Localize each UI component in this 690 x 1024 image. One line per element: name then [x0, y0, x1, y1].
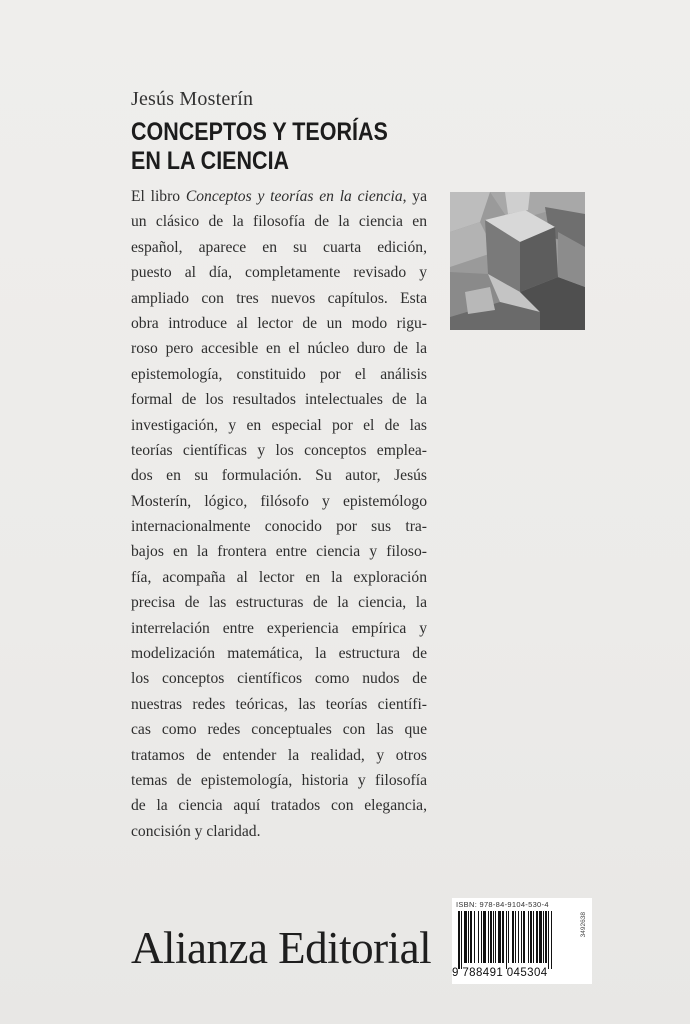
synopsis-line: los conceptos científicos como nudos de: [131, 670, 427, 688]
abstract-blocks-image: [450, 192, 585, 330]
synopsis-text: [131, 184, 427, 844]
barcode-bar: [498, 911, 501, 963]
synopsis-line: dos en su formulación. Su autor, Jesús: [131, 467, 427, 485]
barcode-bar: [518, 911, 519, 963]
barcode-bar: [543, 911, 544, 963]
synopsis-line: tratamos de entender la realidad, y otros: [131, 746, 427, 764]
barcode-bar: [481, 911, 482, 963]
synopsis-line: internacionalmente conocido por sus tra-: [131, 518, 427, 536]
barcode-image: [452, 911, 580, 969]
barcode-bar: [515, 911, 516, 963]
synopsis-line: teorías científicas y los conceptos emplea-: [131, 441, 427, 459]
barcode-bar: [458, 911, 460, 969]
synopsis-line: Mosterín, lógico, filósofo y epistemólogo: [131, 492, 427, 510]
synopsis-line-text: , ya: [402, 188, 428, 205]
barcode-bar: [508, 911, 509, 963]
synopsis-line: roso pero accesible en el núcleo duro de la: [131, 340, 427, 358]
barcode-bar: [488, 911, 489, 963]
synopsis-line: ampliado con tres nuevos capítulos. Esta: [131, 289, 427, 307]
synopsis-line: fía, acompaña al lector en la exploración: [131, 568, 427, 586]
synopsis-line: puesto al día, completamente revisado y: [131, 264, 427, 282]
barcode-bar: [470, 911, 472, 963]
synopsis-line: bajos en la frontera entre ciencia y filoso-: [131, 543, 427, 561]
title-line-2: EN LA CIENCIA: [131, 147, 290, 175]
barcode-bar: [530, 911, 532, 963]
title-line-1: CONCEPTOS Y TEORÍAS: [131, 118, 388, 146]
barcode-bar: [512, 911, 514, 963]
barcode-bar: [502, 911, 504, 963]
synopsis-line: de la ciencia aquí tratados con elegancia,: [131, 797, 427, 815]
synopsis-line: investigación, y en especial por el de las: [131, 416, 427, 434]
barcode-bar: [539, 911, 542, 963]
barcode-bar: [523, 911, 525, 963]
synopsis-line: obra introduce al lector de un modo rigu-: [131, 314, 427, 332]
barcode-bar: [461, 911, 462, 969]
barcode-bar: [468, 911, 469, 963]
barcode-bar: [521, 911, 522, 963]
synopsis-line: interrelación entre experiencia empírica y: [131, 619, 427, 637]
side-code: 3492638: [580, 912, 587, 938]
barcode-bar: [474, 911, 475, 963]
barcode-digits: 9 788491 045304: [452, 967, 548, 979]
synopsis-line: español, aparece en su cuarta edición,: [131, 238, 427, 256]
barcode-bar: [483, 911, 486, 963]
synopsis-line: un clásico de la filosofía de la ciencia en: [131, 213, 427, 231]
barcode-bar: [551, 911, 552, 969]
barcode-bar: [545, 911, 547, 963]
barcode-bar: [478, 911, 479, 963]
synopsis-line: concisión y claridad.: [131, 822, 261, 840]
synopsis-line: modelización matemática, la estructura de: [131, 645, 427, 663]
synopsis-line: cas como redes conceptuales con las que: [131, 721, 427, 739]
barcode-bar: [464, 911, 467, 963]
book-title: [131, 118, 389, 176]
author-name: Jesús Mosterín: [131, 88, 254, 110]
isbn-label: ISBN: 978-84-9104-530-4: [456, 900, 549, 909]
barcode-bar: [533, 911, 534, 963]
barcode-bar: [528, 911, 529, 963]
barcode-bar: [548, 911, 549, 969]
synopsis-line: epistemología, constituido por el análisis: [131, 365, 427, 383]
barcode-bar: [490, 911, 492, 963]
synopsis-line: formal de los resultados intelectuales de la: [131, 391, 427, 409]
synopsis-line: precisa de las estructuras de la ciencia, la: [131, 594, 427, 612]
barcode-bar: [495, 911, 496, 963]
barcode-bar: [493, 911, 494, 963]
synopsis-line-text: El libro: [131, 188, 186, 205]
barcode-block: [452, 898, 592, 984]
synopsis-book-title: Conceptos y teorías en la ciencia: [185, 188, 403, 205]
cover-photo: [450, 192, 585, 330]
publisher-logo-text: Alianza Editorial: [131, 923, 432, 973]
synopsis-line: temas de epistemología, historia y filosofía: [131, 771, 427, 789]
barcode-bar: [536, 911, 538, 963]
synopsis-line: nuestras redes teóricas, las teorías científi-: [131, 695, 427, 713]
synopsis-line: [131, 184, 427, 209]
barcode-bar: [506, 911, 507, 969]
